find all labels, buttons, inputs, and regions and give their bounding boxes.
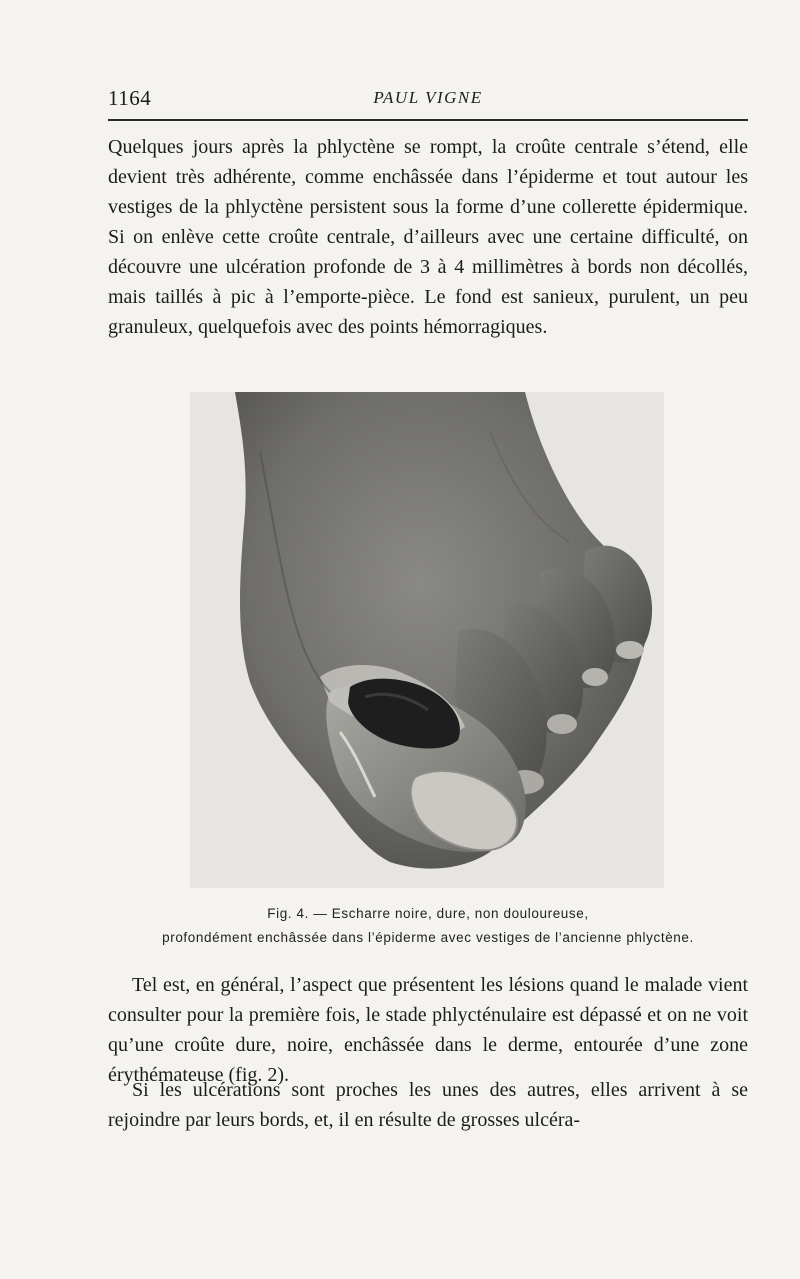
paragraph-3: Si les ulcérations sont proches les unes des autres, elles arrivent à se rejoindre par leurs bords, et, il en résulte de grosses ulcéra- (108, 1079, 748, 1131)
figure-caption-line-1: Fig. 4. — Escharre noire, dure, non douloureuse, (267, 906, 589, 921)
figure-caption-line-2: profondément enchâssée dans l’épiderme avec vestiges de l’ancienne phlyctène. (162, 930, 694, 945)
running-head (108, 84, 748, 114)
figure-photograph (190, 392, 664, 888)
foot-photograph-image (190, 392, 664, 888)
header-rule (108, 119, 748, 121)
page-number: 1164 (108, 86, 152, 110)
paragraph-1: Quelques jours après la phlyctène se rompt, la croûte centrale s’étend, elle devient très adhérente, comme enchâssée dans l’épiderme et tout autour les vestiges de la phlyctène persistent sous la forme d’une collerette épidermique. Si on enlève cette croûte centrale, d’ailleurs avec une certaine difficulté, on découvre une ulcération profonde de 3 à 4 millimètres à bords non décollés, mais taillés à pic à l’emporte-pièce. Le fond est sanieux, purulent, un peu granuleux, quelquefois avec des points hémorragiques. (108, 136, 748, 338)
running-title: PAUL VIGNE (373, 88, 483, 107)
paragraph-2: Tel est, en général, l’aspect que présentent les lésions quand le malade vient consulter pour la première fois, le stade phlycténulaire est dépassé et on ne voit qu’une croûte dure, noire, enchâssée dans le derme, entourée d’une zone érythémateuse (fig. 2). (108, 974, 748, 1086)
